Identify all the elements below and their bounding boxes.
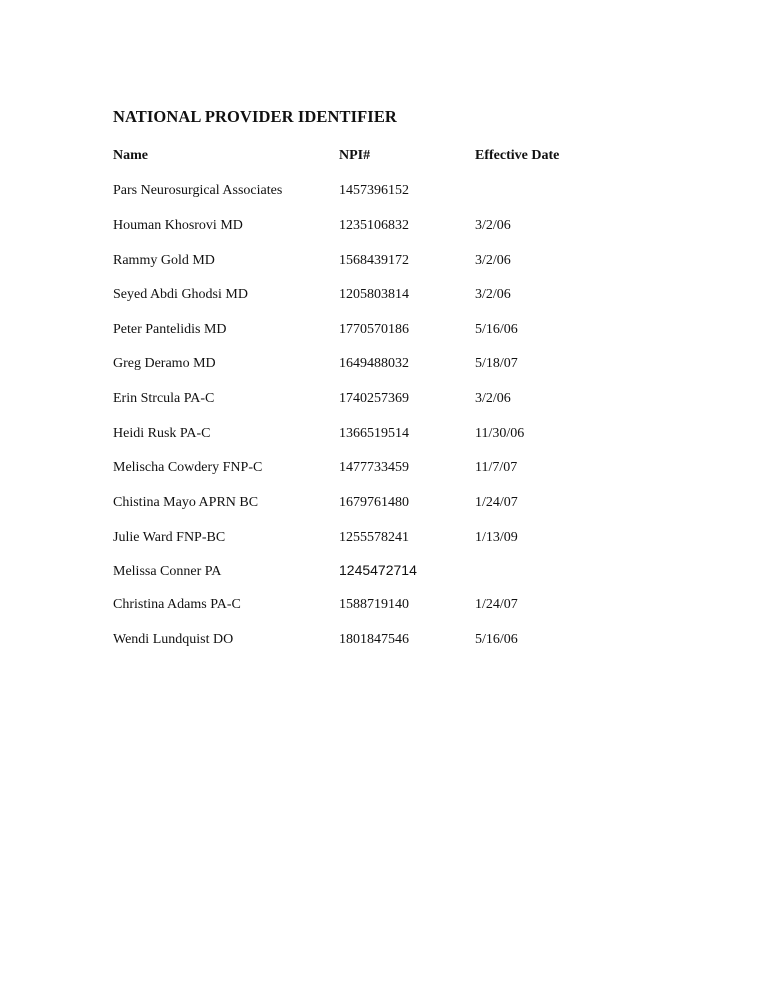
table-row — [0, 495, 768, 515]
provider-npi: 1801847546 — [339, 632, 409, 647]
table-row — [0, 460, 768, 480]
provider-effective-date: 11/7/07 — [475, 460, 518, 475]
provider-effective-date: 1/13/09 — [475, 530, 518, 545]
provider-name: Peter Pantelidis MD — [113, 322, 227, 337]
column-header-npi: NPI# — [339, 148, 371, 163]
provider-npi: 1235106832 — [339, 218, 409, 233]
table-row — [0, 597, 768, 617]
provider-effective-date: 3/2/06 — [475, 253, 511, 268]
provider-effective-date: 5/16/06 — [475, 322, 518, 337]
provider-effective-date: 1/24/07 — [475, 597, 518, 612]
provider-name: Christina Adams PA-C — [113, 597, 241, 612]
provider-name: Greg Deramo MD — [113, 356, 216, 371]
provider-name: Erin Strcula PA-C — [113, 391, 215, 406]
provider-npi: 1205803814 — [339, 287, 409, 302]
provider-npi: 1568439172 — [339, 253, 409, 268]
provider-effective-date: 5/16/06 — [475, 632, 518, 647]
document-title: NATIONAL PROVIDER IDENTIFIER — [113, 107, 397, 126]
provider-effective-date: 3/2/06 — [475, 218, 511, 233]
table-row — [0, 322, 768, 342]
table-row — [0, 426, 768, 446]
provider-name: Chistina Mayo APRN BC — [113, 495, 259, 510]
provider-npi: 1649488032 — [339, 356, 409, 371]
provider-name: Rammy Gold MD — [113, 253, 215, 268]
provider-name: Melissa Conner PA — [113, 564, 222, 579]
provider-name: Wendi Lundquist DO — [113, 632, 234, 647]
column-header-effective-date: Effective Date — [475, 148, 560, 163]
provider-effective-date: 3/2/06 — [475, 391, 511, 406]
table-row — [0, 183, 768, 203]
provider-npi: 1740257369 — [339, 391, 409, 406]
table-row — [0, 356, 768, 376]
provider-effective-date: 1/24/07 — [475, 495, 518, 510]
table-row — [0, 218, 768, 238]
table-row — [0, 391, 768, 411]
provider-effective-date: 11/30/06 — [475, 426, 525, 441]
table-row — [0, 530, 768, 550]
provider-npi: 1679761480 — [339, 495, 409, 510]
provider-npi: 1366519514 — [339, 426, 409, 441]
provider-name: Melischa Cowdery FNP-C — [113, 460, 263, 475]
provider-npi: 1245472714 — [339, 562, 417, 578]
provider-npi: 1588719140 — [339, 597, 409, 612]
provider-npi: 1255578241 — [339, 530, 409, 545]
provider-name: Heidi Rusk PA-C — [113, 426, 211, 441]
provider-npi: 1770570186 — [339, 322, 409, 337]
provider-name: Houman Khosrovi MD — [113, 218, 243, 233]
provider-name: Pars Neurosurgical Associates — [113, 183, 283, 198]
provider-name: Julie Ward FNP-BC — [113, 530, 226, 545]
provider-npi: 1477733459 — [339, 460, 409, 475]
table-row — [0, 287, 768, 307]
provider-npi: 1457396152 — [339, 183, 409, 198]
provider-effective-date: 5/18/07 — [475, 356, 518, 371]
table-row — [0, 632, 768, 652]
provider-name: Seyed Abdi Ghodsi MD — [113, 287, 248, 302]
column-header-name: Name — [113, 148, 148, 163]
provider-effective-date: 3/2/06 — [475, 287, 511, 302]
table-row — [0, 253, 768, 273]
table-row — [0, 564, 768, 584]
